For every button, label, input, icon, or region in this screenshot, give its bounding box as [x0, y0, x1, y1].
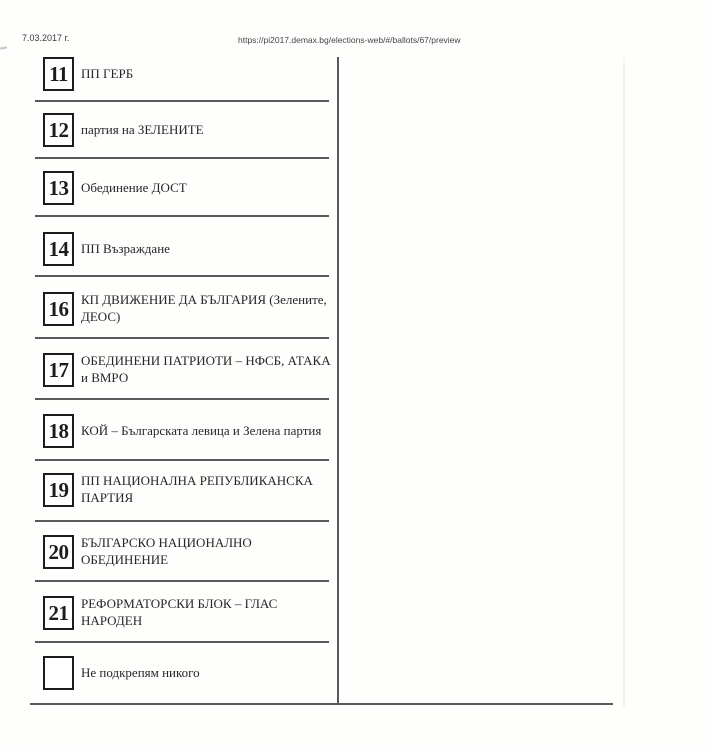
ballot-option-row [43, 292, 337, 326]
row-separator [35, 215, 329, 217]
ballot-option-party-name: ПП Възраждане [81, 240, 170, 256]
ballot-option-checkbox[interactable] [43, 596, 74, 630]
print-header-url: https://pi2017.demax.bg/elections-web/#/ballots/67/preview [238, 35, 461, 45]
ballot-option-party-name: ОБЕДИНЕНИ ПАТРИОТИ – НФСБ, АТАКА и ВМРО [81, 353, 331, 385]
ballot-option-number: 19 [48, 477, 69, 502]
ballot-option-row [43, 535, 337, 569]
ballot-option-row [43, 473, 337, 507]
row-separator [35, 157, 329, 159]
row-separator [35, 398, 329, 400]
ballot-option-party-name: КП ДВИЖЕНИЕ ДА БЪЛГАРИЯ (Зелените, ДЕОС) [81, 292, 327, 324]
ballot-option-checkbox[interactable] [43, 292, 74, 326]
ballot-option-checkbox[interactable] [43, 57, 74, 91]
ballot-option-number: 21 [48, 600, 69, 625]
ballot-option-party-name: КОЙ – Българската левица и Зелена партия [81, 422, 322, 438]
ballot-bottom-border [30, 703, 613, 705]
ballot-option-row [43, 414, 337, 448]
ballot-option-row [43, 353, 337, 387]
ballot-option-number: 20 [48, 539, 69, 564]
ballot-option-checkbox[interactable] [43, 353, 74, 387]
ballot-option-number: 14 [48, 236, 69, 261]
row-separator [35, 459, 329, 461]
ballot-option-checkbox[interactable] [43, 656, 74, 690]
ballot-option-row [43, 656, 337, 690]
print-header-date: 7.03.2017 г. [22, 33, 70, 43]
row-separator [35, 100, 329, 102]
row-separator [35, 337, 329, 339]
ballot-option-checkbox[interactable] [43, 473, 74, 507]
ballot-column-divider [337, 57, 339, 705]
row-separator [35, 580, 329, 582]
ballot-option-checkbox[interactable] [43, 171, 74, 205]
ballot-option-party-name: БЪЛГАРСКО НАЦИОНАЛНО ОБЕДИНЕНИЕ [81, 535, 252, 567]
ballot-option-party-name: ПП НАЦИОНАЛНА РЕПУБЛИКАНСКА ПАРТИЯ [81, 473, 313, 505]
ballot-option-row [43, 171, 337, 205]
ballot-option-party-name: ПП ГЕРБ [81, 65, 134, 81]
ballot-option-row [43, 232, 337, 266]
ballot-option-checkbox[interactable] [43, 535, 74, 569]
ballot-option-row [43, 113, 337, 147]
ballot-option-number: 18 [48, 418, 69, 443]
ballot-option-row [43, 596, 337, 630]
ballot-option-number: 13 [48, 175, 69, 200]
ballot-option-party-name: РЕФОРМАТОРСКИ БЛОК – ГЛАС НАРОДЕН [81, 596, 278, 628]
row-separator [35, 520, 329, 522]
ballot-option-number: 12 [48, 117, 69, 142]
ballot-option-number: 16 [48, 296, 69, 321]
scan-edge-shadow [623, 58, 625, 708]
ballot-option-party-name: Обединение ДОСТ [81, 179, 187, 195]
ballot-option-row [43, 57, 337, 91]
row-separator [35, 641, 329, 643]
ballot-option-number: 11 [49, 61, 68, 86]
ballot-option-party-name: партия на ЗЕЛЕНИТЕ [81, 121, 204, 137]
ballot-option-checkbox[interactable] [43, 414, 74, 448]
ballot-option-checkbox[interactable] [43, 232, 74, 266]
ballot-option-checkbox[interactable] [43, 113, 74, 147]
ballot-option-party-name: Не подкрепям никого [81, 664, 200, 680]
row-separator [35, 275, 329, 277]
ballot-option-number: 17 [48, 357, 69, 382]
scan-artifact-mark [0, 47, 7, 50]
